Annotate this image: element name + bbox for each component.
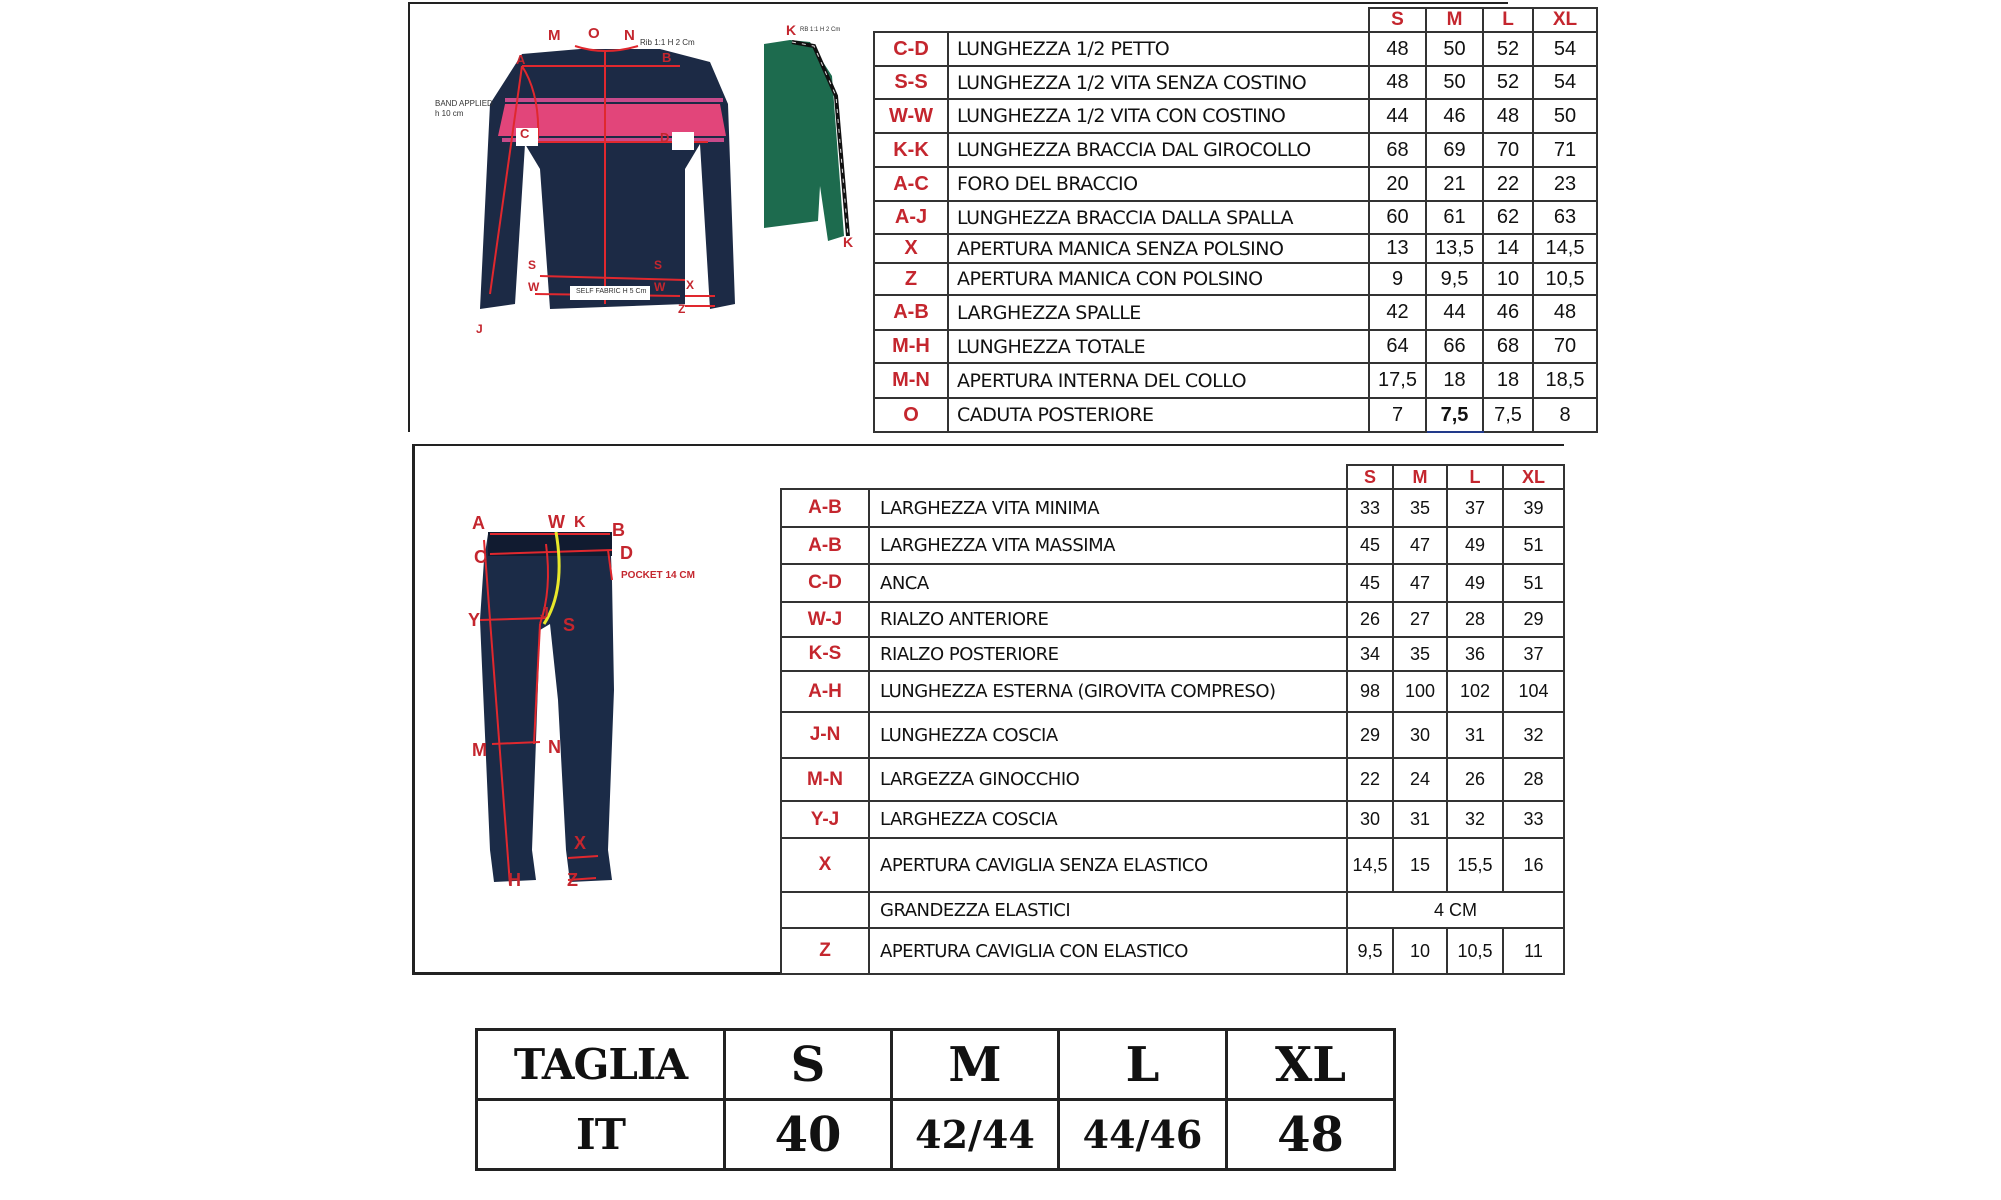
measure-desc: APERTURA INTERNA DEL COLLO: [948, 363, 1369, 398]
value-xl: 28: [1503, 758, 1564, 801]
point-label-h: H: [508, 870, 521, 890]
measure-desc: LUNGHEZZA TOTALE: [948, 330, 1369, 363]
measure-code: C-D: [781, 564, 869, 602]
measure-code: W-J: [781, 602, 869, 637]
point-label-w-right: W: [654, 280, 666, 294]
value-l: 37: [1447, 489, 1503, 527]
measure-code: A-H: [781, 671, 869, 712]
value-m: 47: [1393, 564, 1447, 602]
measure-code: Z: [781, 928, 869, 974]
value-s: 17,5: [1369, 363, 1426, 398]
value-xl: 29: [1503, 602, 1564, 637]
header-blank: [781, 465, 1347, 489]
value-s: 45: [1347, 527, 1393, 564]
it-value-xl: 48: [1227, 1100, 1395, 1170]
value-l: 48: [1483, 99, 1533, 133]
value-s: 26: [1347, 602, 1393, 637]
measure-desc: APERTURA MANICA CON POLSINO: [948, 263, 1369, 295]
point-label-b: B: [612, 520, 625, 540]
point-label-a: A: [516, 52, 526, 67]
value-l: 46: [1483, 295, 1533, 330]
value-s: 98: [1347, 671, 1393, 712]
value-m: 18: [1426, 363, 1483, 398]
measure-code: M-N: [781, 758, 869, 801]
measure-desc: LARGHEZZA VITA MINIMA: [869, 489, 1347, 527]
measure-code: A-B: [781, 527, 869, 564]
measure-desc: APERTURA MANICA SENZA POLSINO: [948, 234, 1369, 263]
it-value-m: 42/44: [892, 1100, 1059, 1170]
point-label-j: J: [540, 605, 549, 622]
band-applied-note: BAND APPLIED: [435, 99, 493, 108]
value-m: 47: [1393, 527, 1447, 564]
table-row: [874, 330, 1597, 363]
table-row: [781, 801, 1564, 838]
measure-desc: LUNGHEZZA 1/2 VITA CON COSTINO: [948, 99, 1369, 133]
size-header-xl: XL: [1533, 8, 1597, 32]
rib-note: Rib 1:1 H 2 Cm: [640, 38, 695, 47]
value-s: 29: [1347, 712, 1393, 758]
value-s: 44: [1369, 99, 1426, 133]
table-row: [781, 527, 1564, 564]
value-m: 61: [1426, 201, 1483, 234]
measure-desc: ANCA: [869, 564, 1347, 602]
value-s: 48: [1369, 66, 1426, 99]
pants-size-table: [780, 464, 1565, 975]
point-label-k-bottom: K: [843, 234, 854, 250]
point-label-w: W: [548, 512, 565, 532]
measure-desc: LUNGHEZZA 1/2 PETTO: [948, 32, 1369, 66]
point-label-d: D: [620, 543, 633, 563]
value-s: 45: [1347, 564, 1393, 602]
value-l: 10: [1483, 263, 1533, 295]
measure-code: J-N: [781, 712, 869, 758]
elastic-size-value: 4 CM: [1347, 892, 1564, 928]
value-xl: 33: [1503, 801, 1564, 838]
value-s: 34: [1347, 637, 1393, 671]
value-m: 10: [1393, 928, 1447, 974]
value-xl: 10,5: [1533, 263, 1597, 295]
sweatshirt-size-table: [873, 7, 1598, 433]
table-row: [781, 838, 1564, 892]
value-xl: 23: [1533, 167, 1597, 201]
table-header-row: [781, 465, 1564, 489]
value-m: 66: [1426, 330, 1483, 363]
point-label-m: M: [472, 740, 487, 760]
value-m: 35: [1393, 637, 1447, 671]
measure-desc: LUNGHEZZA BRACCIA DALLA SPALLA: [948, 201, 1369, 234]
measure-code: Z: [874, 263, 948, 295]
value-m: 50: [1426, 66, 1483, 99]
table-row: [874, 99, 1597, 133]
measure-code: C-D: [874, 32, 948, 66]
table-row: [781, 758, 1564, 801]
value-xl: 37: [1503, 637, 1564, 671]
value-s: 9,5: [1347, 928, 1393, 974]
measure-code: M-H: [874, 330, 948, 363]
value-xl: 51: [1503, 564, 1564, 602]
table-header-row: [874, 8, 1597, 32]
table-row: [874, 133, 1597, 167]
sweatshirt-side-diagram: [762, 36, 872, 256]
value-l: 18: [1483, 363, 1533, 398]
measure-code: W-W: [874, 99, 948, 133]
value-l: 26: [1447, 758, 1503, 801]
measure-code: O: [874, 398, 948, 432]
value-l: 49: [1447, 527, 1503, 564]
size-header-xl: XL: [1503, 465, 1564, 489]
table-row: [874, 66, 1597, 99]
measure-code: K-K: [874, 133, 948, 167]
measure-desc: LUNGHEZZA COSCIA: [869, 712, 1347, 758]
table-row: [781, 712, 1564, 758]
value-l: 52: [1483, 66, 1533, 99]
measure-code: K-S: [781, 637, 869, 671]
measure-desc: LARGHEZZA SPALLE: [948, 295, 1369, 330]
size-m: M: [892, 1030, 1059, 1100]
value-xl: 48: [1533, 295, 1597, 330]
point-label-x: X: [574, 833, 587, 853]
size-conversion-table: [475, 1028, 1396, 1171]
value-l: 28: [1447, 602, 1503, 637]
value-m: 50: [1426, 32, 1483, 66]
size-header-row: [477, 1030, 1395, 1100]
point-label-x: X: [686, 278, 695, 292]
point-label-s-left: S: [528, 258, 537, 272]
point-label-o: O: [588, 25, 600, 42]
value-s: 48: [1369, 32, 1426, 66]
value-l: 14: [1483, 234, 1533, 263]
point-label-y: Y: [468, 610, 481, 630]
value-s: 7: [1369, 398, 1426, 432]
value-l: 70: [1483, 133, 1533, 167]
value-xl: 8: [1533, 398, 1597, 432]
value-m: 27: [1393, 602, 1447, 637]
table-row: [781, 892, 1564, 928]
measure-desc: LUNGHEZZA 1/2 VITA SENZA COSTINO: [948, 66, 1369, 99]
value-m: 100: [1393, 671, 1447, 712]
self-fabric-note: SELF FABRIC H 5 Cm: [576, 288, 647, 295]
measure-desc: LARGEZZA GINOCCHIO: [869, 758, 1347, 801]
point-label-w-left: W: [528, 280, 540, 294]
value-m: 15: [1393, 838, 1447, 892]
value-s: 9: [1369, 263, 1426, 295]
value-m: 46: [1426, 99, 1483, 133]
measure-desc: LARGHEZZA COSCIA: [869, 801, 1347, 838]
value-m: 13,5: [1426, 234, 1483, 263]
measure-desc: LUNGHEZZA BRACCIA DAL GIROCOLLO: [948, 133, 1369, 167]
value-s: 22: [1347, 758, 1393, 801]
value-m: 35: [1393, 489, 1447, 527]
size-xl: XL: [1227, 1030, 1395, 1100]
pocket-note: POCKET 14 CM: [621, 570, 695, 581]
measure-code: X: [781, 838, 869, 892]
measure-code: S-S: [874, 66, 948, 99]
value-xl: 71: [1533, 133, 1597, 167]
measure-code: A-C: [874, 167, 948, 201]
table-row: [874, 398, 1597, 432]
value-l: 36: [1447, 637, 1503, 671]
point-label-n: N: [548, 737, 561, 757]
value-s: 64: [1369, 330, 1426, 363]
measure-desc: RIALZO POSTERIORE: [869, 637, 1347, 671]
measure-code: A-B: [874, 295, 948, 330]
table-row: [781, 928, 1564, 974]
value-s: 30: [1347, 801, 1393, 838]
point-label-c: C: [520, 126, 530, 141]
value-xl: 14,5: [1533, 234, 1597, 263]
value-m: 7,5: [1426, 398, 1483, 432]
measure-desc: LARGHEZZA VITA MASSIMA: [869, 527, 1347, 564]
table-row: [874, 263, 1597, 295]
measure-desc: FORO DEL BRACCIO: [948, 167, 1369, 201]
value-l: 15,5: [1447, 838, 1503, 892]
table-row: [874, 201, 1597, 234]
table-row: [781, 564, 1564, 602]
measure-code: Y-J: [781, 801, 869, 838]
value-xl: 104: [1503, 671, 1564, 712]
it-value-l: 44/46: [1059, 1100, 1227, 1170]
value-s: 20: [1369, 167, 1426, 201]
measure-desc: APERTURA CAVIGLIA SENZA ELASTICO: [869, 838, 1347, 892]
measure-code: M-N: [874, 363, 948, 398]
measure-code: A-B: [781, 489, 869, 527]
value-m: 21: [1426, 167, 1483, 201]
value-l: 62: [1483, 201, 1533, 234]
value-l: 52: [1483, 32, 1533, 66]
point-label-c: C: [474, 547, 487, 567]
value-l: 22: [1483, 167, 1533, 201]
point-label-s: S: [563, 615, 576, 635]
table-row: [781, 637, 1564, 671]
value-xl: 50: [1533, 99, 1597, 133]
measure-desc: CADUTA POSTERIORE: [948, 398, 1369, 432]
table-row: [781, 602, 1564, 637]
value-m: 44: [1426, 295, 1483, 330]
value-l: 31: [1447, 712, 1503, 758]
point-label-n: N: [624, 27, 635, 44]
value-xl: 32: [1503, 712, 1564, 758]
value-s: 13: [1369, 234, 1426, 263]
value-xl: 54: [1533, 66, 1597, 99]
point-label-d: D: [660, 130, 670, 145]
value-xl: 16: [1503, 838, 1564, 892]
rib-side-note: RB 1:1 H 2 Cm: [800, 27, 841, 33]
point-label-k: K: [574, 514, 586, 531]
table-row: [781, 671, 1564, 712]
size-header-s: S: [1347, 465, 1393, 489]
value-l: 10,5: [1447, 928, 1503, 974]
value-s: 33: [1347, 489, 1393, 527]
header-blank: [874, 8, 1369, 32]
point-label-m: M: [548, 27, 561, 44]
table-row: [874, 32, 1597, 66]
value-s: 14,5: [1347, 838, 1393, 892]
point-label-k-top: K: [786, 22, 797, 38]
measure-desc: GRANDEZZA ELASTICI: [869, 892, 1347, 928]
measure-desc: APERTURA CAVIGLIA CON ELASTICO: [869, 928, 1347, 974]
size-header-m: M: [1426, 8, 1483, 32]
value-s: 68: [1369, 133, 1426, 167]
value-xl: 11: [1503, 928, 1564, 974]
table-row: [874, 234, 1597, 263]
point-label-a: A: [472, 513, 485, 533]
value-s: 42: [1369, 295, 1426, 330]
value-s: 60: [1369, 201, 1426, 234]
table-row: [874, 363, 1597, 398]
value-m: 31: [1393, 801, 1447, 838]
value-m: 9,5: [1426, 263, 1483, 295]
taglia-label: TAGLIA: [477, 1030, 725, 1100]
size-header-m: M: [1393, 465, 1447, 489]
measure-desc: RIALZO ANTERIORE: [869, 602, 1347, 637]
value-m: 30: [1393, 712, 1447, 758]
size-header-l: L: [1447, 465, 1503, 489]
it-label: IT: [477, 1100, 725, 1170]
point-label-z: Z: [678, 302, 686, 316]
table-row: [874, 167, 1597, 201]
it-size-row: [477, 1100, 1395, 1170]
measure-code: [781, 892, 869, 928]
band-height-note: h 10 cm: [435, 109, 464, 118]
point-label-s-right: S: [654, 258, 663, 272]
value-l: 102: [1447, 671, 1503, 712]
point-label-b: B: [662, 50, 672, 65]
size-l: L: [1059, 1030, 1227, 1100]
size-header-s: S: [1369, 8, 1426, 32]
value-m: 24: [1393, 758, 1447, 801]
it-value-s: 40: [725, 1100, 892, 1170]
table-row: [781, 489, 1564, 527]
measure-code: X: [874, 234, 948, 263]
value-xl: 70: [1533, 330, 1597, 363]
measure-desc: LUNGHEZZA ESTERNA (GIROVITA COMPRESO): [869, 671, 1347, 712]
measure-code: A-J: [874, 201, 948, 234]
size-s: S: [725, 1030, 892, 1100]
value-xl: 51: [1503, 527, 1564, 564]
value-l: 68: [1483, 330, 1533, 363]
value-xl: 39: [1503, 489, 1564, 527]
point-label-j: J: [476, 322, 483, 336]
table-row: [874, 295, 1597, 330]
value-m: 69: [1426, 133, 1483, 167]
value-l: 49: [1447, 564, 1503, 602]
value-xl: 18,5: [1533, 363, 1597, 398]
value-l: 32: [1447, 801, 1503, 838]
value-l: 7,5: [1483, 398, 1533, 432]
point-label-z: Z: [567, 870, 578, 890]
size-header-l: L: [1483, 8, 1533, 32]
value-xl: 54: [1533, 32, 1597, 66]
value-xl: 63: [1533, 201, 1597, 234]
